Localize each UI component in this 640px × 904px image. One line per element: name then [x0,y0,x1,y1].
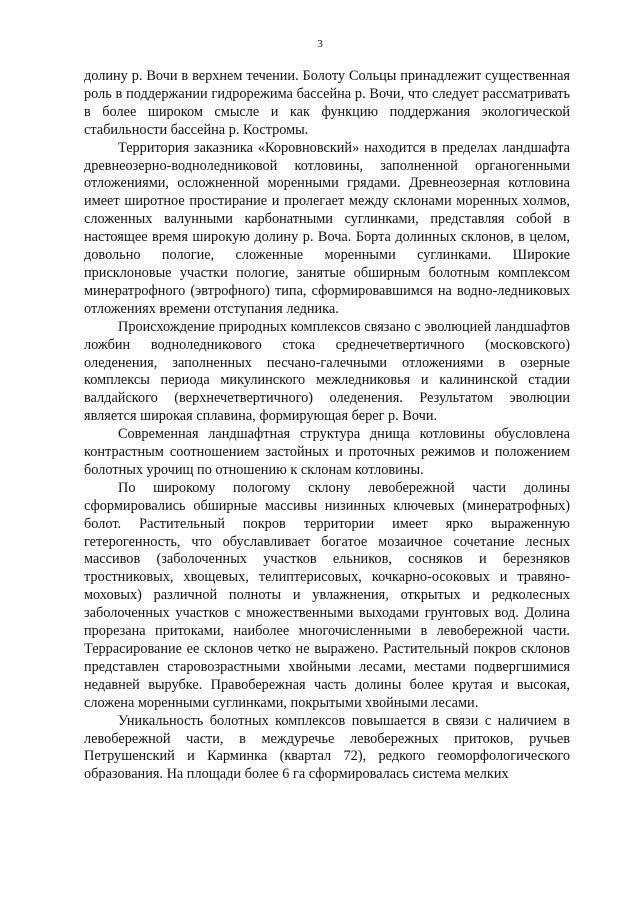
document-body [84,68,570,784]
paragraph-territory: Территория заказника «Коровновский» находится в пределах ландшафта древнеозерно-водноледниковой котловины, заполненной органогенными отложениями, осложненной моренными грядами. Древнеозерная котловина имеет широтное простирание и пролегает между склонами моренных холмов, сложенных валунными карбонатными суглинками, представляя собой в настоящее время широкую долину р. Воча. Борта долинных склонов, в целом, довольно пологие, сложенные моренными суглинками. Широкие присклоновые участки пологие, занятые обширным болотным комплексом минератрофного (эвтрофного) типа, сформировавшимся на водно-ледниковых отложениях времени отступания ледника. [84,139,570,317]
paragraph-vegetation: По широкому пологому склону левобережной части долины сформировались обширные массивы низинных ключевых (минератрофных) болот. Растительный покров территории имеет ярко выраженную гетерогенность, что обуславливает богатое мозаичное сочетание лесных массивов (заболоченных участков ельников, сосняков и березняков тростниковых, хвощевых, телиптерисовых, кочкарно-осоковых и травяно-моховых) различной полноты и увлажнения, открытых и редколесных заболоченных участков с множественными выходами грунтовых вод. Долина прорезана притоками, наиболее многочисленными в левобережной части. Террасирование ее склонов четко не выражено. Растительный покров склонов представлен старовозрастными хвойными лесами, местами подвергшимися недавней вырубке. Правобережная часть долины более крутая и высокая, сложена моренными суглинками, покрытыми хвойными лесами. [84,479,570,711]
paragraph-continuation: долину р. Вочи в верхнем течении. Болоту Сольцы принадлежит существенная роль в поддержании гидрорежима бассейна р. Вочи, что следует рассматривать в более широком смысле и как функцию поддержания экологической стабильности бассейна р. Костромы. [84,68,570,138]
paragraph-uniqueness: Уникальность болотных комплексов повышается в связи с наличием в левобережной части, в междуречье левобережных притоков, ручьев Петрушенский и Карминка (квартал 72), редкого геоморфологического образования. На площади более 6 га сформировалась система мелких [84,712,570,783]
page-number: 3 [317,38,323,50]
paragraph-origin: Происхождение природных комплексов связано с эволюцией ландшафтов ложбин водноледникового стока среднечетвертичного (московского) оледенения, заполненных песчано-галечными отложениями в озерные комплексы периода микулинского межледниковья и калининской стадии валдайского (верхнечетвертичного) оледенения. Результатом эволюции является широкая сплавина, формирующая берег р. Вочи. [84,318,570,425]
paragraph-structure: Современная ландшафтная структура днища котловины обусловлена контрастным соотношением застойных и проточных режимов и положением болотных урочищ по отношению к склонам котловины. [84,426,570,478]
